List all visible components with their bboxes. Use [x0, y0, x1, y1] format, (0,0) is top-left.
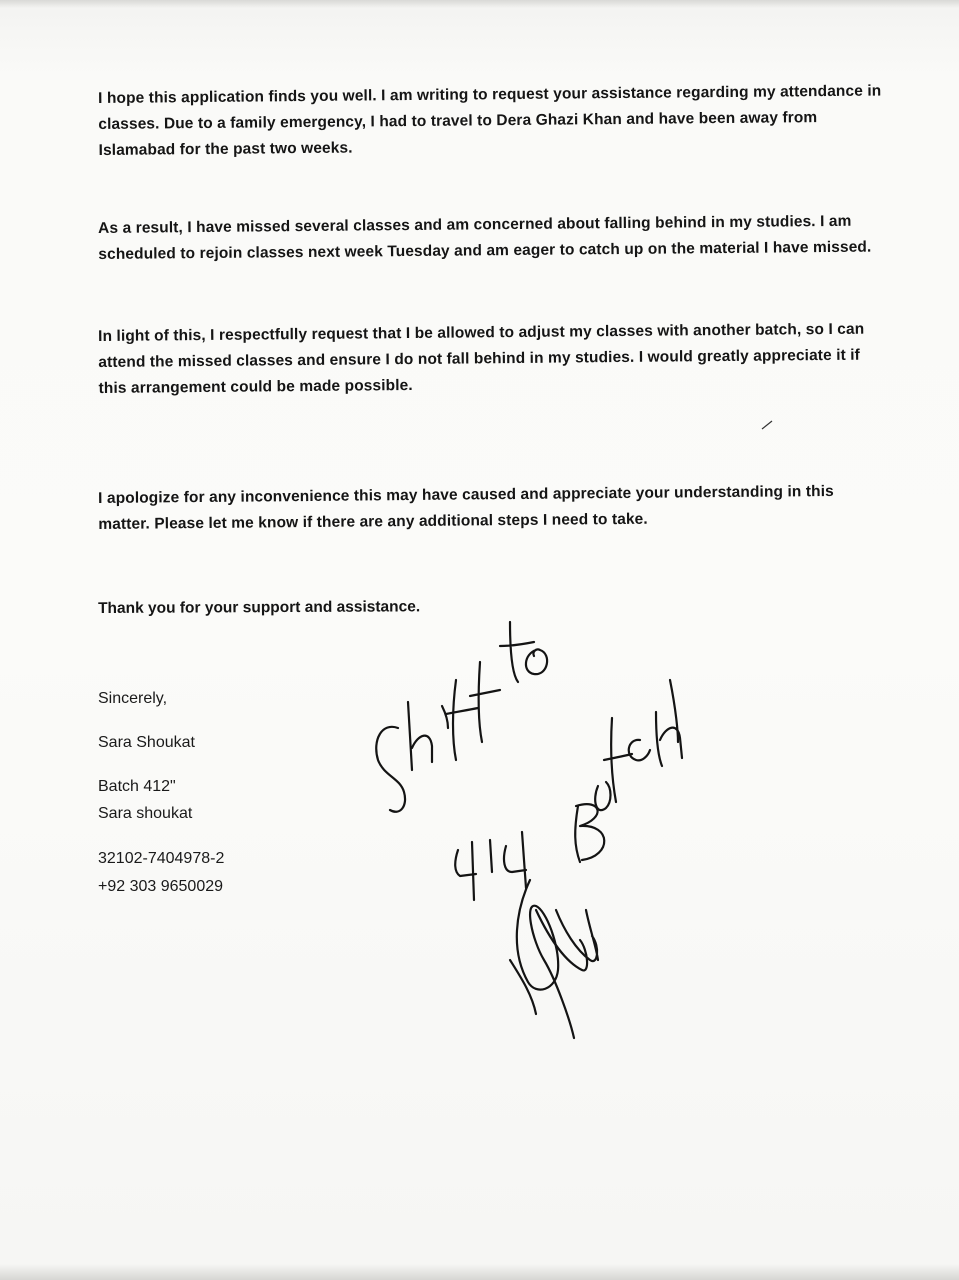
paper-bottom-edge: [0, 1264, 959, 1280]
handwriting-batch-word: [575, 804, 604, 862]
handwriting-signature: [517, 880, 574, 1038]
handwritten-approval-note: [360, 610, 700, 1050]
paragraph-apology: I apologize for any inconvenience this may have caused and appreciate your understanding in this matter. Please let me know if there are any additional steps I need to take.: [98, 482, 834, 533]
sender-batch: Batch 412": [98, 778, 176, 795]
paragraph-request-intro: I hope this application finds you well. I am writing to request your assistance regarding my attendance in classes. Due to a family emergency, I had to travel to Dera Ghazi Khan and have been away from Islamabad for the past two weeks.: [98, 82, 882, 159]
stray-pen-mark: [760, 420, 774, 430]
thanks-line: Thank you for your support and assistance.: [98, 598, 421, 617]
paragraph-missed-classes: As a result, I have missed several classes and am concerned about falling behind in my studies. I am scheduled to rejoin classes next week Tuesday and am eager to catch up on the material I have missed.: [98, 212, 872, 263]
paragraph-batch-adjustment: In light of this, I respectfully request that I be allowed to adjust my classes with another batch, so I can attend the missed classes and ensure I do not fall behind in my studies. I would greatly appreciate it if this arrangement could be made possible.: [98, 320, 865, 397]
paper-top-edge: [0, 0, 959, 8]
sender-name-repeat: Sara shoukat: [98, 805, 193, 822]
closing-sincerely: Sincerely,: [98, 690, 168, 707]
sender-phone: +92 303 9650029: [98, 878, 224, 895]
handwriting-shift-word: [376, 727, 405, 812]
sender-cnic: 32102-7404978-2: [98, 850, 225, 867]
handwriting-414-number: [455, 842, 476, 900]
sender-name: Sara Shoukat: [98, 734, 195, 751]
